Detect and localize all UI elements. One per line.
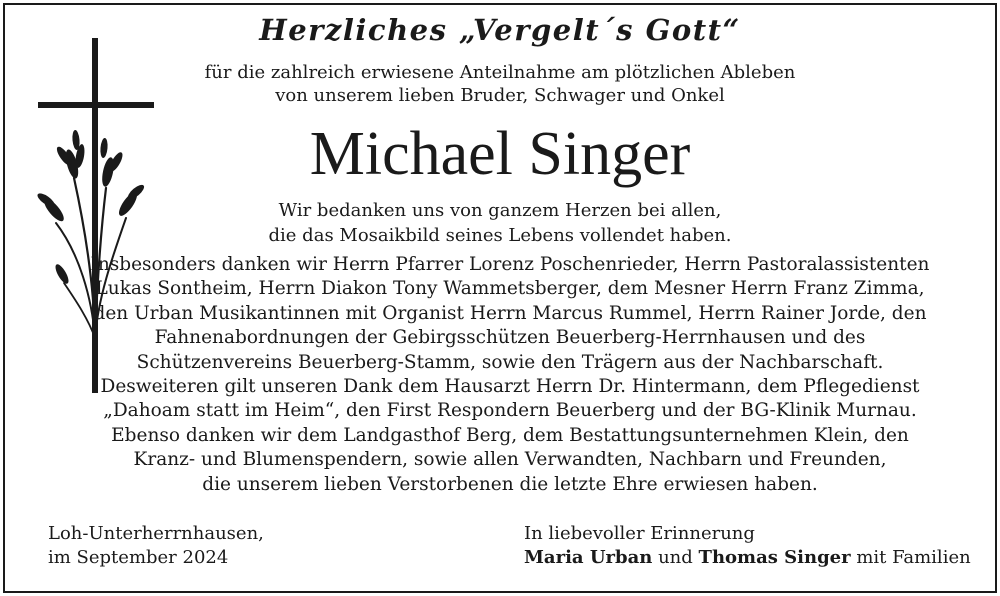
signer-maria-urban: Maria Urban	[524, 547, 653, 568]
signer-connector: und	[658, 547, 693, 568]
body-line: Fahnenabordnungen der Gebirgsschützen Beuerberg-Herrnhausen und des	[154, 327, 866, 349]
body-line: Kranz- und Blumenspendern, sowie allen Verwandten, Nachbarn und Freunden,	[133, 449, 887, 471]
intro-line: von unserem lieben Bruder, Schwager und Onkel	[275, 85, 725, 106]
place-date	[48, 522, 264, 570]
place-line: Loh-Unterherrnhausen,	[48, 523, 264, 544]
signer-thomas-singer: Thomas Singer	[698, 547, 851, 568]
heading-thanks: Herzliches „Vergelt´s Gott“	[259, 13, 741, 47]
body-line: Ebenso danken wir dem Landgasthof Berg, dem Bestattungsunternehmen Klein, den	[111, 424, 909, 446]
thanks-text	[0, 199, 1000, 248]
body-line: Insbesonders danken wir Herrn Pfarrer Lorenz Poschenrieder, Herrn Pastoralassistenten	[90, 254, 930, 275]
body-line: „Dahoam statt im Heim“, den First Respondern Beuerberg und der BG-Klinik Murnau.	[103, 400, 917, 422]
signature-intro: In liebevoller Erinnerung	[524, 523, 755, 544]
acknowledgements-text	[10, 253, 1000, 497]
body-line: den Urban Musikantinnen mit Organist Herrn Marcus Rummel, Herrn Rainer Jorde, den	[93, 302, 927, 324]
signature-names	[524, 546, 971, 570]
signature	[524, 522, 971, 570]
deceased-name: Michael Singer	[309, 120, 691, 188]
intro-text	[0, 61, 1000, 107]
body-line: Schützenvereins Beuerberg-Stamm, sowie den Trägern aus der Nachbarschaft.	[136, 351, 884, 373]
body-line: Desweiteren gilt unseren Dank dem Hausarzt Herrn Dr. Hintermann, dem Pflegedienst	[100, 376, 920, 398]
body-line: die unserem lieben Verstorbenen die letzte Ehre erwiesen haben.	[202, 473, 818, 495]
signer-suffix: mit Familien	[856, 547, 971, 568]
date-line: im September 2024	[48, 547, 229, 568]
thanks-line: Wir bedanken uns von ganzem Herzen bei allen,	[278, 200, 722, 221]
intro-line: für die zahlreich erwiesene Anteilnahme am plötzlichen Ableben	[204, 62, 796, 83]
thanks-line: die das Mosaikbild seines Lebens vollendet haben.	[268, 224, 732, 246]
body-line: Lukas Sontheim, Herrn Diakon Tony Wammetsberger, dem Mesner Herrn Franz Zimma,	[95, 278, 925, 300]
